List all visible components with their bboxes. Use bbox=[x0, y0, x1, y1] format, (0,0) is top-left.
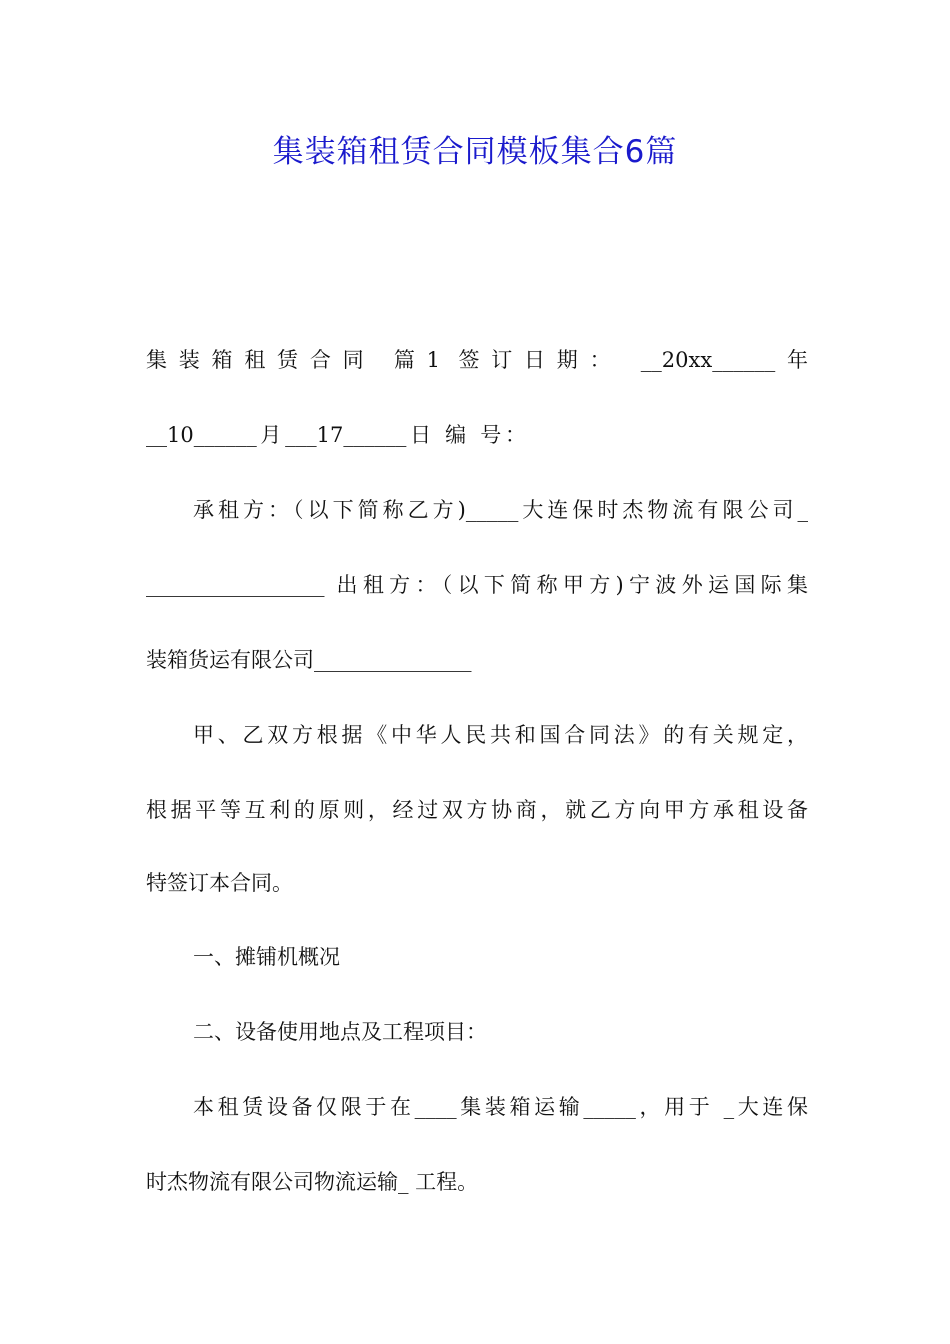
contract-line-5: 装箱货运有限公司_______________ bbox=[146, 648, 472, 672]
contract-line-6: 甲、乙双方根据《中华人民共和国合同法》的有关规定， bbox=[193, 723, 808, 747]
contract-line-4: _________________ 出租方：（以下简称甲方)宁波外运国际集 bbox=[146, 573, 808, 597]
contract-line-9: 一、摊铺机概况 bbox=[193, 945, 340, 969]
contract-line-8: 特签订本合同。 bbox=[146, 871, 293, 895]
contract-line-12: 时杰物流有限公司物流运输_ 工程。 bbox=[146, 1170, 479, 1194]
contract-line-1: 集装箱租赁合同 篇1 签订日期： __20xx______年 bbox=[146, 348, 808, 372]
document-title: 集装箱租赁合同模板集合6篇 bbox=[272, 134, 678, 170]
contract-line-2: __10______月___17______日 编 号： bbox=[146, 423, 526, 447]
contract-line-11: 本租赁设备仅限于在____集装箱运输_____，用于 _大连保 bbox=[193, 1095, 808, 1119]
contract-line-3: 承租方：（以下简称乙方)_____大连保时杰物流有限公司_ bbox=[193, 498, 808, 522]
contract-line-7: 根据平等互利的原则，经过双方协商，就乙方向甲方承租设备 bbox=[146, 798, 808, 822]
contract-line-10: 二、设备使用地点及工程项目： bbox=[193, 1020, 487, 1044]
